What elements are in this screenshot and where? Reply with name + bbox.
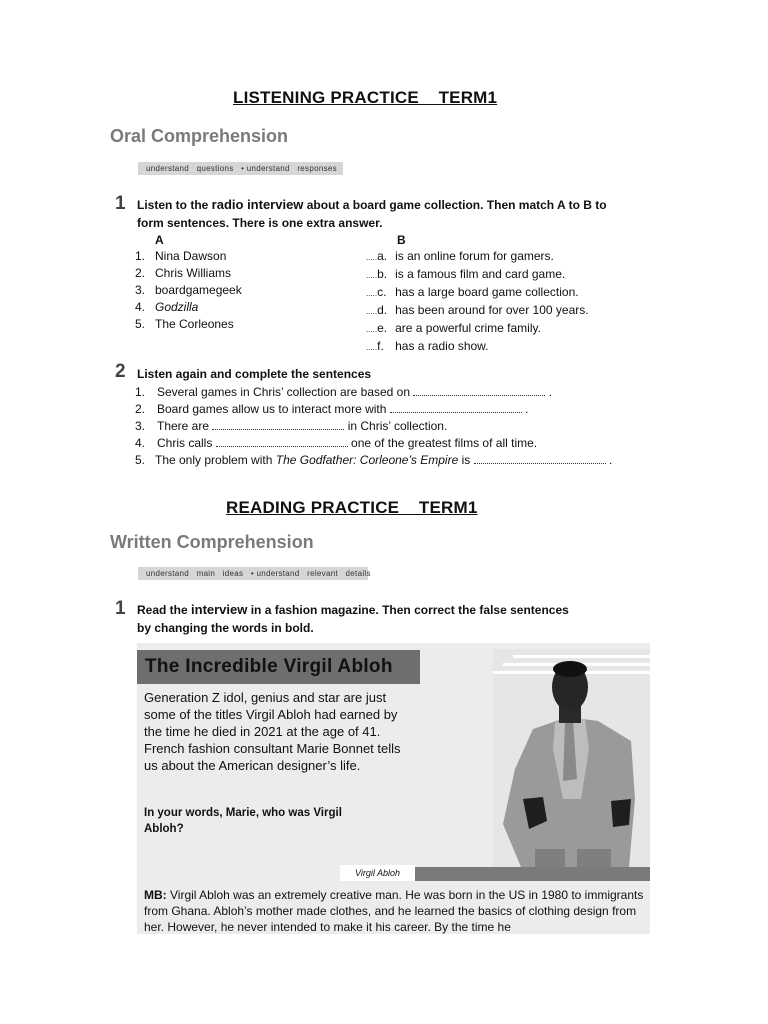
sentence-1: 1. Several games in Chris’ collection are based on .	[135, 385, 553, 399]
a-item: 1. Nina Dawson	[135, 249, 227, 263]
answer-blank[interactable]	[390, 403, 522, 413]
a-item: 4. Godzilla	[135, 300, 199, 314]
sentence-2: 2. Board games allow us to interact more with .	[135, 402, 529, 416]
oral-comprehension-title: Oral Comprehension	[110, 126, 289, 146]
b-item[interactable]: .....b. is a famous film and card game.	[366, 267, 566, 281]
b-item[interactable]: .....f. has a radio show.	[366, 339, 489, 353]
sentence-4: 4. Chris calls one of the greatest films of all time.	[135, 436, 538, 450]
written-comprehension-title: Written Comprehension	[110, 532, 314, 552]
column-a-list	[135, 248, 242, 333]
article-box	[137, 643, 650, 934]
answer-blank[interactable]	[216, 437, 348, 447]
portrait-photo	[493, 649, 650, 867]
column-a-label: A	[155, 233, 164, 247]
listening-heading: LISTENING PRACTICE TERM1	[233, 88, 498, 107]
answer-blank[interactable]	[212, 420, 344, 430]
article-answer: MB: Virgil Abloh was an extremely creative man. He was born in the US in 1980 to immigrants from Ghana. Abloh’s mother made clothes, and he learned the basics of clothing design from her. However, he never intended to make it his career. By the time he	[144, 888, 644, 934]
listening-skills-bar: understand questions • understand responses	[138, 162, 343, 175]
article-title: The Incredible Virgil Abloh	[137, 650, 420, 684]
b-item[interactable]: .....a. is an online forum for gamers.	[366, 249, 554, 263]
answer-blank[interactable]	[474, 454, 606, 464]
listening-q2-instruction: Listen again and complete the sentences	[137, 367, 372, 381]
a-item: 3. boardgamegeek	[135, 283, 242, 297]
b-item[interactable]: .....d. has been around for over 100 years.	[366, 303, 589, 317]
reading-q1-instruction: Read the interview in a fashion magazine. Then correct the false sentences by changing the words in bold.	[137, 602, 569, 635]
question-number-1: 1	[115, 193, 126, 214]
photo-caption: Virgil Abloh	[340, 865, 415, 881]
a-item: 5. The Corleones	[135, 317, 234, 331]
listening-q1-instruction: Listen to the radio interview about a board game collection. Then match A to B to form sentences. There is one extra answer.	[137, 197, 607, 230]
b-item[interactable]: .....e. are a powerful crime family.	[366, 321, 541, 335]
caption-bar	[415, 867, 650, 881]
a-item: 2. Chris Williams	[135, 266, 231, 280]
reading-skills-bar: understand main ideas • understand relevant details	[138, 567, 368, 580]
question-number-reading-1: 1	[115, 598, 126, 619]
article-question: In your words, Marie, who was Virgil Abloh?	[144, 807, 342, 835]
sentence-5: 5. The only problem with The Godfather: Corleone’s Empire is .	[135, 453, 613, 467]
sentence-3: 3. There are in Chris’ collection.	[135, 419, 448, 433]
column-b-list	[366, 248, 589, 356]
question-number-2: 2	[115, 361, 126, 382]
reading-heading: READING PRACTICE TERM1	[226, 498, 478, 517]
article-intro: Generation Z idol, genius and star are just some of the titles Virgil Abloh had earned by the time he died in 2021 at the age of 41. French fashion consultant Marie Bonnet tells us about the American designer’s life.	[144, 690, 401, 773]
column-b-label: B	[397, 233, 406, 247]
b-item[interactable]: .....c. has a large board game collection.	[366, 285, 579, 299]
answer-blank[interactable]	[413, 386, 545, 396]
